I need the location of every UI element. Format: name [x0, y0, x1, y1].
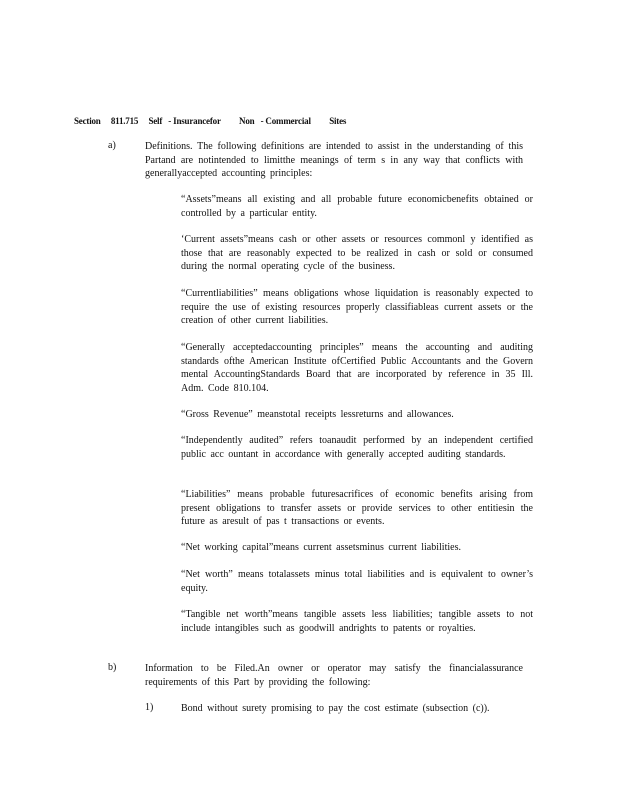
definition-net-working-capital: “Net working capital”means current assetsminus current liabilities.: [181, 542, 461, 553]
item-b-marker: b): [108, 662, 117, 673]
definition-liabilities: “Liabilities” means probable futuresacrifices of economic benefits arising from present obligations to transfer assets or provide services to other entitiesin the future as aresult of pas t transactions or events.: [181, 489, 533, 527]
item-b1-marker: 1): [145, 702, 154, 713]
item-a-marker: a): [108, 140, 116, 151]
definition-tangible-net-worth: “Tangible net worth”means tangible assets less liabilities; tangible assets to not include intangibles such as goodwill andrights to patents or royalties.: [181, 609, 533, 634]
definition-independently-audited: “Independently audited” refers toanaudit performed by an independent certified public acc ountant in accordance with generally accepted auditing standards.: [181, 435, 533, 460]
definition-current-assets: ‘Current assets”means cash or other assets or resources commonl y identified as those that are reasonably expected to be realized in cash or sold or consumed during the normal operating cycle of the business.: [181, 234, 533, 272]
item-a-text: Definitions. The following definitions are intended to assist in the understanding of this Partand are notintended to limitthe meanings of term s in any way that conflicts with generallyaccepted accounting principles:: [145, 141, 523, 179]
definition-assets: “Assets”means all existing and all probable future economicbenefits obtained or controlled by a particular entity.: [181, 194, 533, 219]
definition-net-worth: “Net worth” means totalassets minus total liabilities and is equivalent to owner’s equity.: [181, 569, 533, 594]
definition-current-liabilities: “Currentliabilities” means obligations whose liquidation is reasonably expected to require the use of existing resources properly classifiableas current assets or the creation of other current liabilities.: [181, 288, 533, 326]
item-b1-text: Bond without surety promising to pay the cost estimate (subsection (c)).: [181, 703, 490, 714]
definition-gross-revenue: “Gross Revenue” meanstotal receipts lessreturns and allowances.: [181, 409, 454, 420]
section-heading: Section 811.715 Self - Insurancefor Non - Commercial Sites: [74, 116, 347, 126]
definition-gaap: “Generally acceptedaccounting principles” means the accounting and auditing standards ofthe American Institute ofCertified Public Accountants and the Govern mental AccountingStandards Board that are incorporated by reference in 35 Ill. Adm. Code 810.104.: [181, 342, 533, 394]
item-b-text: Information to be Filed.An owner or operator may satisfy the financialassurance requirements of this Part by providing the following:: [145, 663, 523, 688]
